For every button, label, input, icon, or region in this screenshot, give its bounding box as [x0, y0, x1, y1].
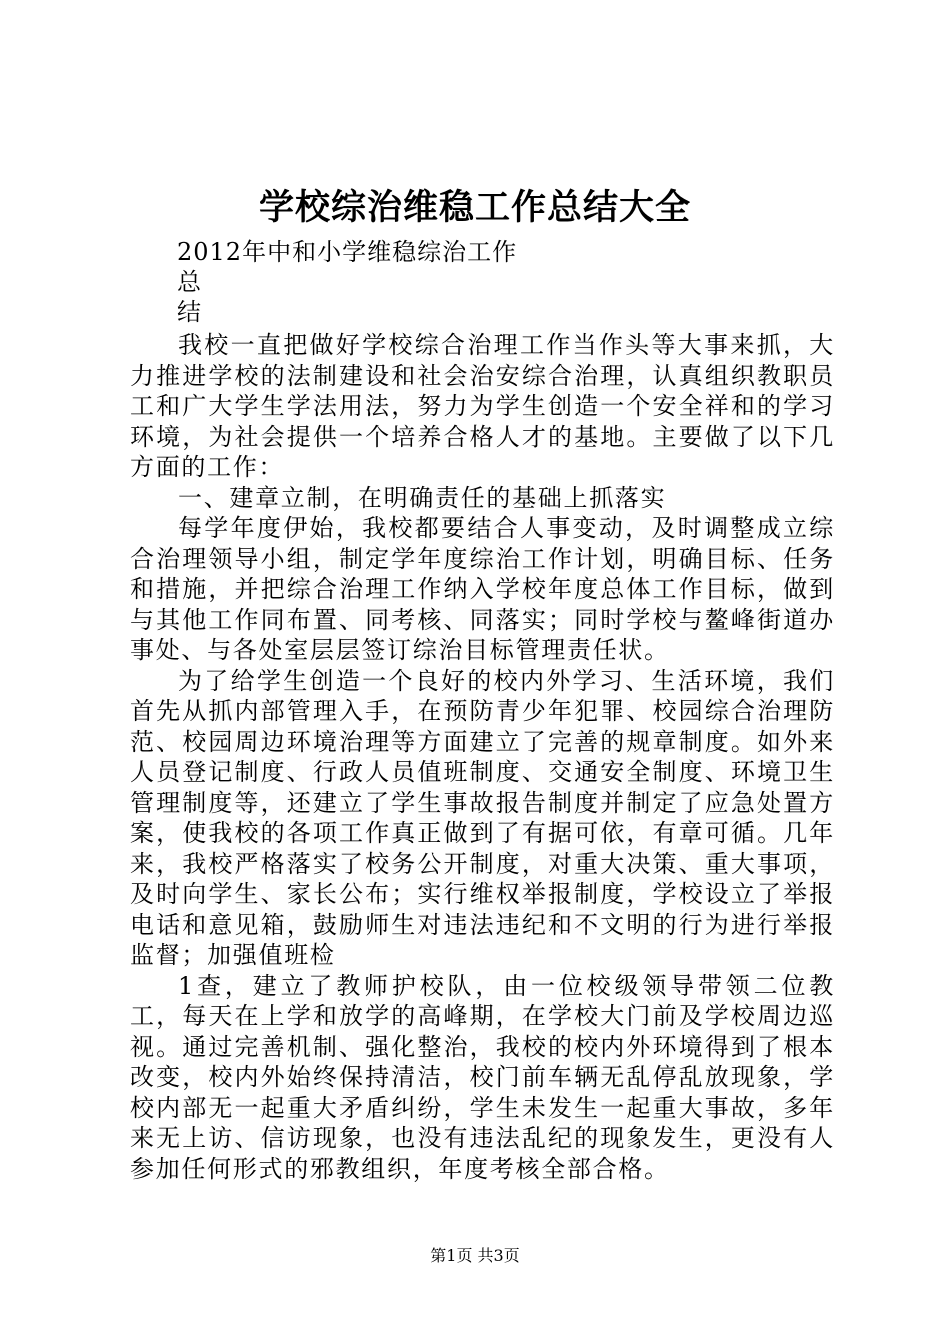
section-heading: 一、建章立制，在明确责任的基础上抓落实: [178, 483, 667, 512]
body-paragraph: 每学年度伊始，我校都要结合人事变动，及时调整成立综合治理领导小组，制定学年度综治工作计划，明确目标、任务和措施，并把综合治理工作纳入学校年度总体工作目标，做到与其他工作同布置、同考核、同落实；同时学校与鳌峰街道办事处、与各处室层层签订综治目标管理责任状。: [130, 514, 835, 664]
body-paragraph: 我校一直把做好学校综合治理工作当作头等大事来抓，大力推进学校的法制建设和社会治安综合治理，认真组织教职员工和广大学生学法用法，努力为学生创造一个安全祥和的学习环境，为社会提供一个培养合格人才的基地。主要做了以下几方面的工作：: [130, 331, 835, 481]
body-paragraph: 1查，建立了教师护校队，由一位校级领导带领二位教工，每天在上学和放学的高峰期，在学校大门前及学校周边巡视。通过完善机制、强化整治，我校的校内外环境得到了根本改变，校内外始终保持清洁，校门前车辆无乱停乱放现象，学校内部无一起重大矛盾纠纷，学生未发生一起重大事故，多年来无上访、信访现象，也没有违法乱纪的现象发生，更没有人参加任何形式的邪教组织，年度考核全部合格。: [130, 971, 835, 1183]
document-body: [130, 330, 835, 1184]
body-paragraph: 为了给学生创造一个良好的校内外学习、生活环境，我们首先从抓内部管理入手，在预防青少年犯罪、校园综合治理防范、校园周边环境治理等方面建立了完善的规章制度。如外来人员登记制度、行政人员值班制度、交通安全制度、环境卫生管理制度等，还建立了学生事故报告制度并制定了应急处置方案，使我校的各项工作真正做到了有据可依，有章可循。几年来，我校严格落实了校务公开制度，对重大决策、重大事项，及时向学生、家长公布；实行维权举报制度，学校设立了举报电话和意见箱，鼓励师生对违法违纪和不文明的行为进行举报监督；加强值班检: [130, 666, 835, 969]
document-subtitle: 2012年中和小学维稳综治工作 总 结: [177, 238, 518, 326]
document-title: 学校综治维稳工作总结大全: [258, 187, 691, 228]
page-number-footer: 第1页 共3页: [430, 1246, 520, 1265]
